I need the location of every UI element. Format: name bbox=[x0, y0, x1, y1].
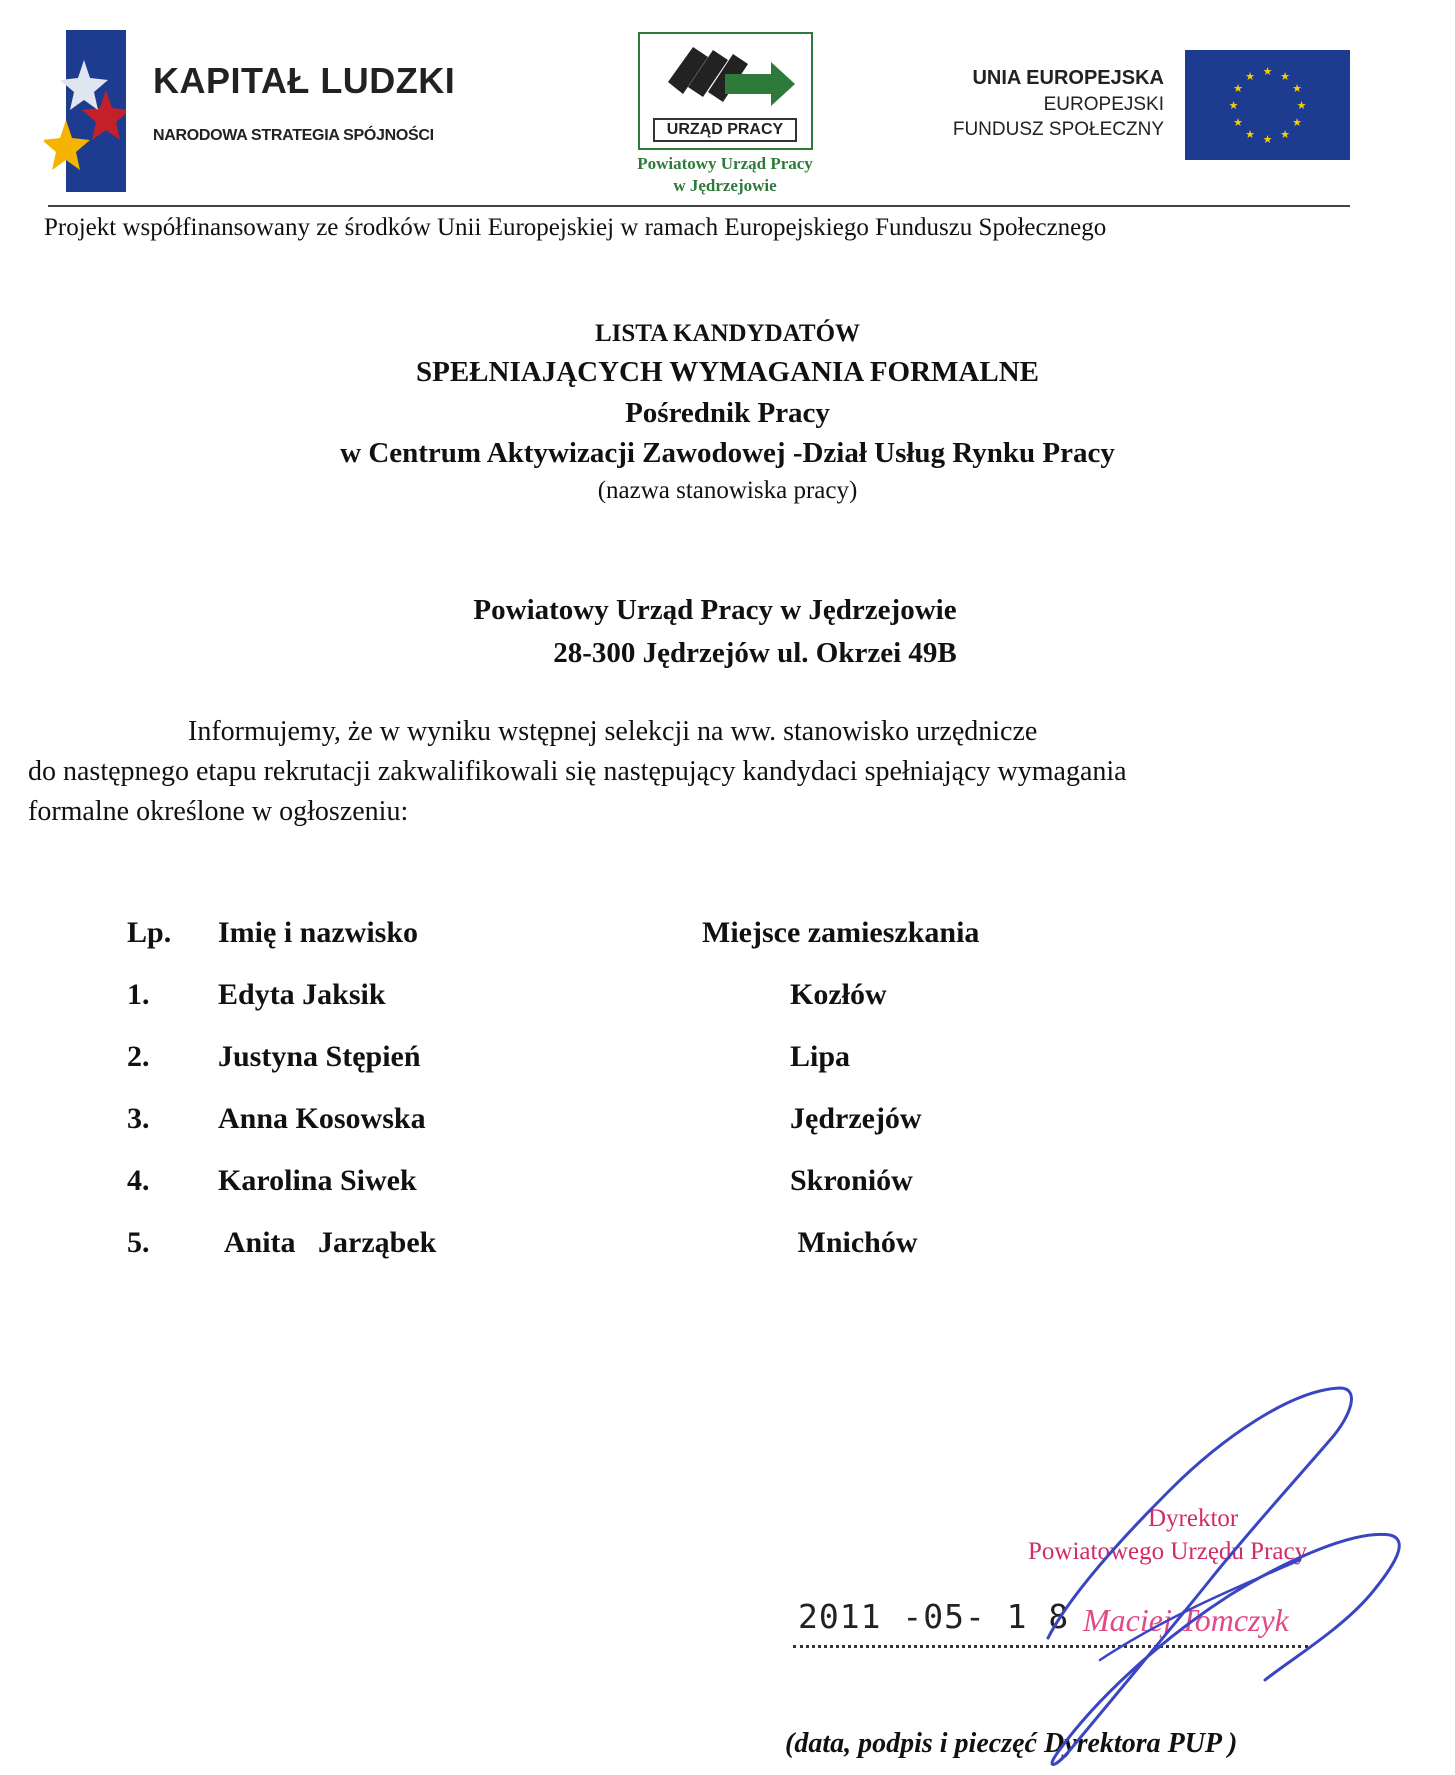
svg-text:★: ★ bbox=[1233, 116, 1243, 129]
svg-text:★: ★ bbox=[1245, 70, 1255, 83]
table-row-name: Anita Jarząbek bbox=[218, 1226, 437, 1259]
office-name: Powiatowy Urząd Pracy w Jędrzejowie bbox=[473, 594, 957, 626]
stamp-office: Powiatowego Urzędu Pracy bbox=[1028, 1538, 1308, 1565]
urzad-pracy-logo-icon bbox=[653, 42, 803, 112]
document-title-line2: SPEŁNIAJĄCYCH WYMAGANIA FORMALNE bbox=[416, 356, 1039, 388]
svg-text:★: ★ bbox=[1292, 116, 1302, 129]
intro-line2: do następnego etapu rekrutacji zakwalifikowali się następujący kandydaci spełniający wymagania bbox=[28, 756, 1127, 787]
stamp-name: Maciej Tomczyk bbox=[1083, 1602, 1289, 1638]
table-row-name: Justyna Stępień bbox=[218, 1040, 421, 1073]
svg-text:★: ★ bbox=[1233, 82, 1243, 95]
table-row-name: Edyta Jaksik bbox=[218, 978, 386, 1011]
table-row-place: Lipa bbox=[790, 1040, 851, 1073]
svg-text:★: ★ bbox=[1296, 99, 1307, 112]
table-row-name: Karolina Siwek bbox=[218, 1164, 417, 1197]
table-row-lp: 3. bbox=[127, 1102, 150, 1135]
svg-text:★: ★ bbox=[1245, 128, 1255, 141]
header-place: Miejsce zamieszkania bbox=[702, 916, 980, 949]
svg-text:★: ★ bbox=[1228, 99, 1239, 112]
document-title-line1: LISTA KANDYDATÓW bbox=[594, 320, 861, 347]
position-caption: (nazwa stanowiska pracy) bbox=[597, 477, 858, 504]
eu-subtitle-line1: EUROPEJSKI bbox=[1043, 94, 1164, 115]
svg-text:★: ★ bbox=[1280, 128, 1290, 141]
svg-text:★: ★ bbox=[1262, 133, 1273, 146]
signature-caption: (data, podpis i pieczęć Dyrektora PUP ) bbox=[785, 1728, 1238, 1759]
kapital-ludzki-logo-icon bbox=[44, 30, 126, 192]
svg-text:★: ★ bbox=[1280, 70, 1290, 83]
table-row-name: Anna Kosowska bbox=[218, 1102, 426, 1135]
table-row-place: Jędrzejów bbox=[790, 1102, 922, 1135]
table-row-lp: 4. bbox=[127, 1164, 150, 1197]
header-lp: Lp. bbox=[127, 916, 172, 949]
date-stamp: 2011 -05- 1 8 bbox=[798, 1597, 1070, 1636]
position-title: Pośrednik Pracy bbox=[625, 397, 830, 429]
header-name: Imię i nazwisko bbox=[218, 916, 419, 949]
table-row-place: Kozłów bbox=[790, 978, 887, 1011]
svg-text:★: ★ bbox=[1292, 82, 1302, 95]
eu-subtitle-line2: FUNDUSZ SPOŁECZNY bbox=[952, 119, 1164, 140]
kapital-ludzki-subtitle: NARODOWA STRATEGIA SPÓJNOŚCI bbox=[153, 127, 434, 144]
table-row-place: Mnichów bbox=[790, 1226, 918, 1259]
header-divider bbox=[48, 205, 1350, 207]
office-address: 28-300 Jędrzejów ul. Okrzei 49B bbox=[553, 637, 957, 669]
table-row-place: Skroniów bbox=[790, 1164, 913, 1197]
svg-text:★: ★ bbox=[1262, 65, 1273, 78]
stamp-title: Dyrektor bbox=[1148, 1505, 1239, 1532]
table-row-lp: 5. bbox=[127, 1226, 150, 1259]
urzad-pracy-subtitle-line2: w Jędrzejowie bbox=[673, 176, 777, 195]
urzad-pracy-subtitle-line1: Powiatowy Urząd Pracy bbox=[637, 154, 813, 173]
table-row-lp: 2. bbox=[127, 1040, 150, 1073]
cofinance-note: Projekt współfinansowany ze środków Unii Europejskiej w ramach Europejskiego Funduszu Społecznego bbox=[44, 214, 1107, 241]
position-department: w Centrum Aktywizacji Zawodowej -Dział Usług Rynku Pracy bbox=[340, 437, 1115, 469]
eu-title: UNIA EUROPEJSKA bbox=[972, 67, 1164, 89]
eu-flag-icon bbox=[1185, 50, 1350, 160]
kapital-ludzki-title: KAPITAŁ LUDZKI bbox=[153, 60, 456, 101]
intro-line3: formalne określone w ogłoszeniu: bbox=[28, 796, 409, 827]
urzad-pracy-label: URZĄD PRACY bbox=[653, 118, 797, 142]
intro-line1: Informujemy, że w wyniku wstępnej selekcji na ww. stanowisko urzędnicze bbox=[188, 716, 1038, 747]
table-row-lp: 1. bbox=[127, 978, 150, 1011]
handwritten-signature bbox=[1000, 1380, 1430, 1775]
